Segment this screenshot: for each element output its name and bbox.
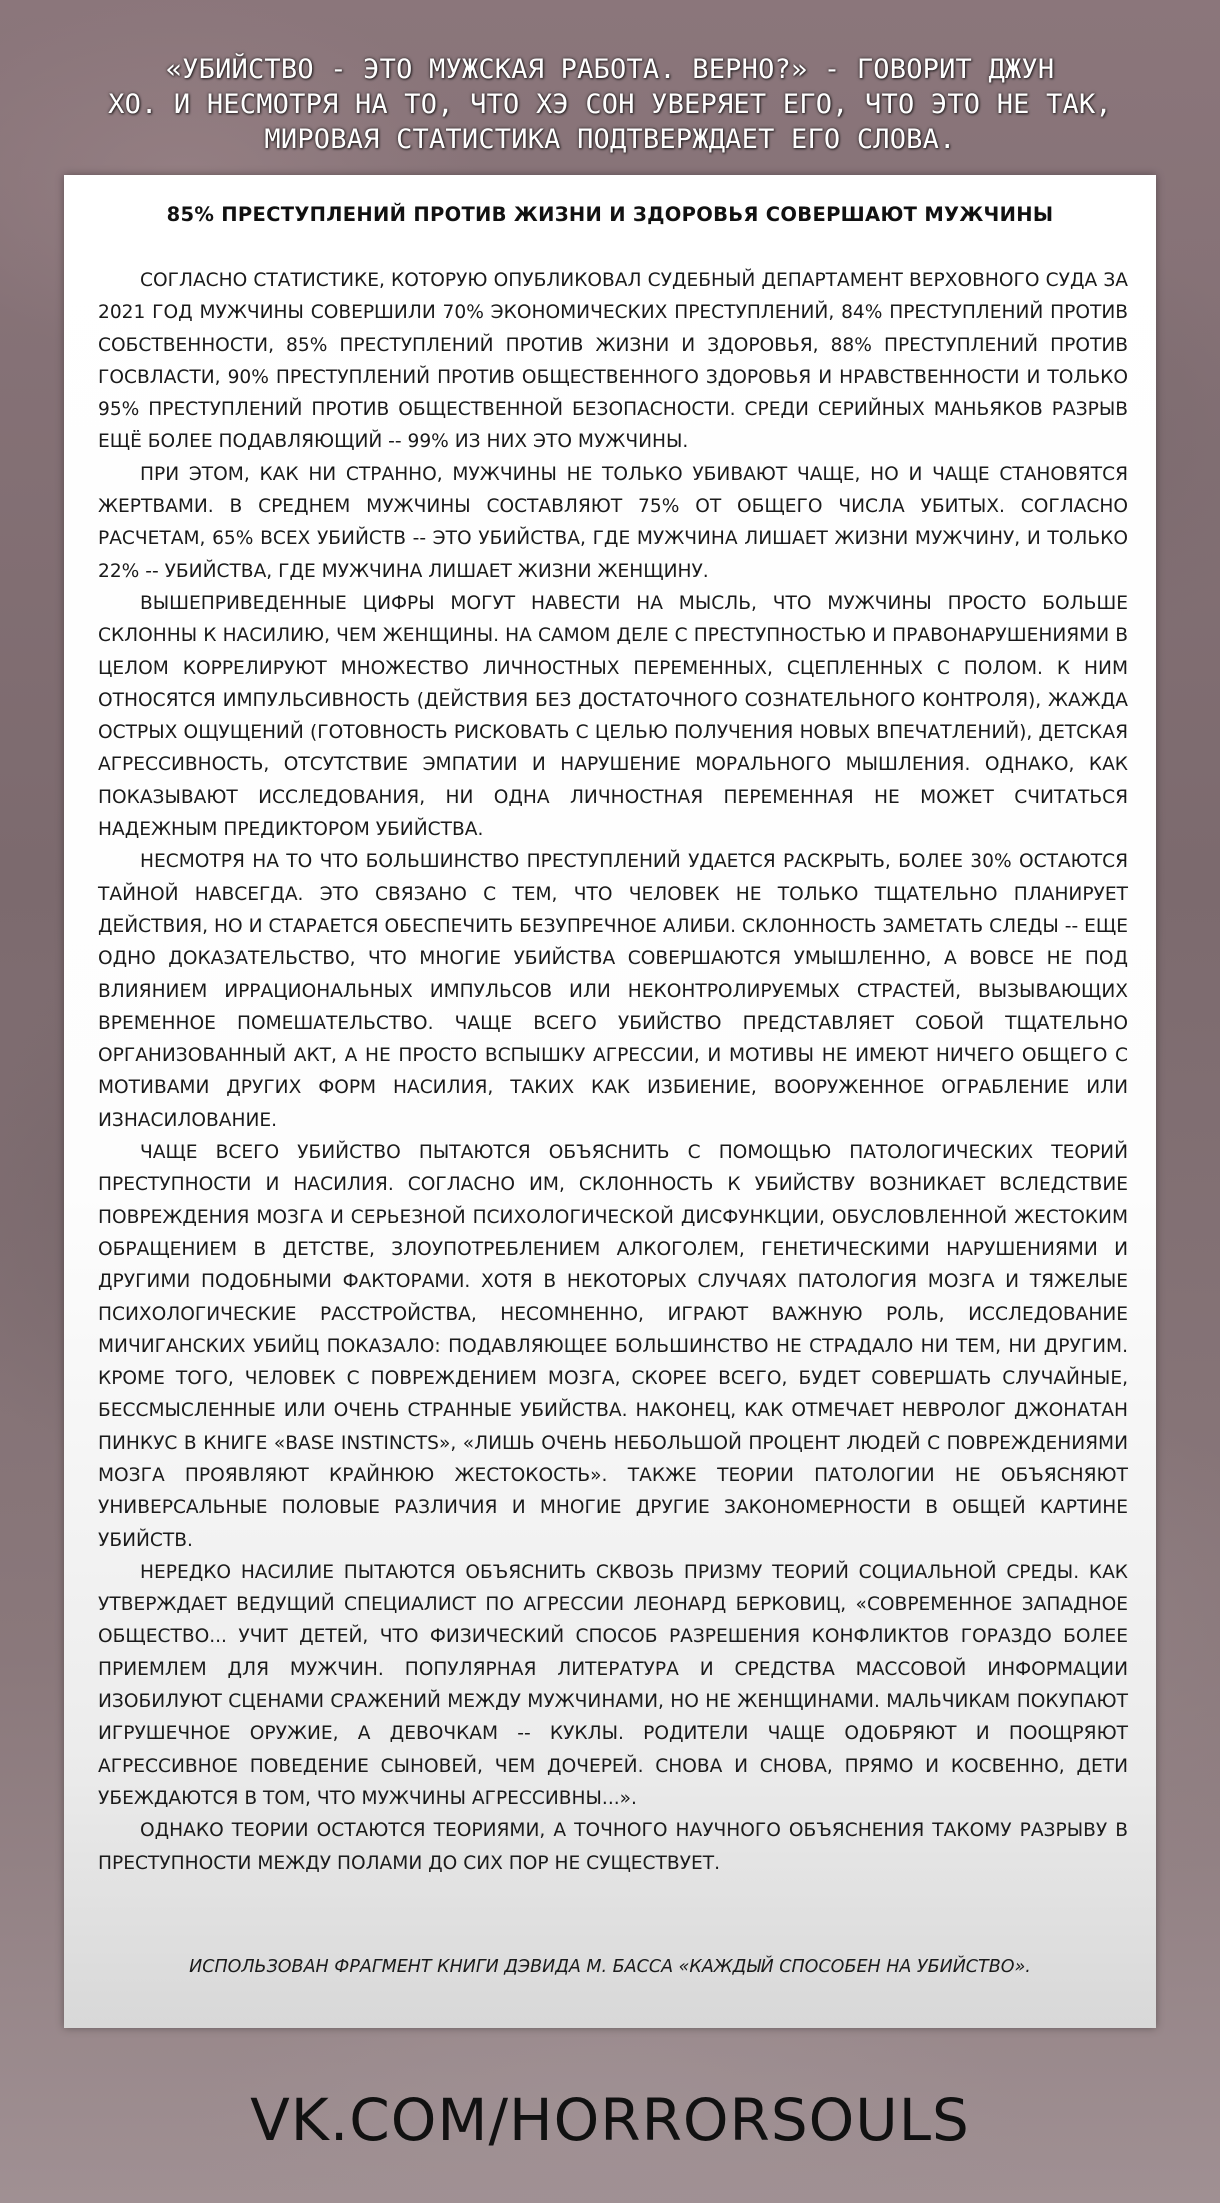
article-paragraph: ВЫШЕПРИВЕДЕННЫЕ ЦИФРЫ МОГУТ НАВЕСТИ НА МЫСЛЬ, ЧТО МУЖЧИНЫ ПРОСТО БОЛЬШЕ СКЛОННЫ К НАСИЛИЮ, ЧЕМ ЖЕНЩИНЫ. НА САМОМ ДЕЛЕ С ПРЕСТУПНОСТЬЮ И ПРАВОНАРУШЕНИЯМИ В ЦЕЛОМ КОРРЕЛИРУЮТ МНОЖЕСТВО ЛИЧНОСТНЫХ ПЕРЕМЕННЫХ, СЦЕПЛЕННЫХ С ПОЛОМ. К НИМ ОТНОСЯТСЯ ИМПУЛЬСИВНОСТЬ (ДЕЙСТВИЯ БЕЗ ДОСТАТОЧНОГО СОЗНАТЕЛЬНОГО КОНТРОЛЯ), ЖАЖДА ОСТРЫХ ОЩУЩЕНИЙ (ГОТОВНОСТЬ РИСКОВАТЬ С ЦЕЛЬЮ ПОЛУЧЕНИЯ НОВЫХ ВПЕЧАТЛЕНИЙ), ДЕТСКАЯ АГРЕССИВНОСТЬ, ОТСУТСТВИЕ ЭМПАТИИ И НАРУШЕНИЕ МОРАЛЬНОГО МЫШЛЕНИЯ. ОДНАКО, КАК ПОКАЗЫВАЮТ ИССЛЕДОВАНИЯ, НИ ОДНА ЛИЧНОСТНАЯ ПЕРЕМЕННАЯ НЕ МОЖЕТ СЧИТАТЬСЯ НАДЕЖНЫМ ПРЕДИКТОРОМ УБИЙСТВА. (98, 592, 1128, 841)
article-paragraph: ОДНАКО ТЕОРИИ ОСТАЮТСЯ ТЕОРИЯМИ, А ТОЧНОГО НАУЧНОГО ОБЪЯСНЕНИЯ ТАКОМУ РАЗРЫВУ В ПРЕСТУПНОСТИ МЕЖДУ ПОЛАМИ ДО СИХ ПОР НЕ СУЩЕСТВУЕТ. (98, 1820, 1128, 1874)
intro-line: МИРОВАЯ СТАТИСТИКА ПОДТВЕРЖДАЕТ ЕГО СЛОВА. (264, 124, 956, 155)
intro-line: «УБИЙСТВО - ЭТО МУЖСКАЯ РАБОТА. ВЕРНО?» - ГОВОРИТ ДЖУН (165, 54, 1055, 85)
source-citation: ИСПОЛЬЗОВАН ФРАГМЕНТ КНИГИ ДЭВИДА М. БАССА «КАЖДЫЙ СПОСОБЕН НА УБИЙСТВО». (189, 1957, 1031, 1977)
article-panel (64, 175, 1156, 2028)
article-paragraph: ЧАЩЕ ВСЕГО УБИЙСТВО ПЫТАЮТСЯ ОБЪЯСНИТЬ С ПОМОЩЬЮ ПАТОЛОГИЧЕСКИХ ТЕОРИЙ ПРЕСТУПНОСТИ И НАСИЛИЯ. СОГЛАСНО ИМ, СКЛОННОСТЬ К УБИЙСТВУ ВОЗНИКАЕТ ВСЛЕДСТВИЕ ПОВРЕЖДЕНИЯ МОЗГА И СЕРЬЕЗНОЙ ПСИХОЛОГИЧЕСКОЙ ДИСФУНКЦИИ, ОБУСЛОВЛЕННОЙ ЖЕСТОКИМ ОБРАЩЕНИЕМ В ДЕТСТВЕ, ЗЛОУПОТРЕБЛЕНИЕМ АЛКОГОЛЕМ, ГЕНЕТИЧЕСКИМИ НАРУШЕНИЯМИ И ДРУГИМИ ПОДОБНЫМИ ФАКТОРАМИ. ХОТЯ В НЕКОТОРЫХ СЛУЧАЯХ ПАТОЛОГИЯ МОЗГА И ТЯЖЕЛЫЕ ПСИХОЛОГИЧЕСКИЕ РАССТРОЙСТВА, НЕСОМНЕННО, ИГРАЮТ ВАЖНУЮ РОЛЬ, ИССЛЕДОВАНИЕ МИЧИГАНСКИХ УБИЙЦ ПОКАЗАЛО: ПОДАВЛЯЮЩЕЕ БОЛЬШИНСТВО НЕ СТРАДАЛО НИ ТЕМ, НИ ДРУГИМ. КРОМЕ ТОГО, ЧЕЛОВЕК С ПОВРЕЖДЕНИЕМ МОЗГА, СКОРЕЕ ВСЕГО, БУДЕТ СОВЕРШАТЬ СЛУЧАЙНЫЕ, БЕССМЫСЛЕННЫЕ ИЛИ ОЧЕНЬ СТРАННЫЕ УБИЙСТВА. НАКОНЕЦ, КАК ОТМЕЧАЕТ НЕВРОЛОГ ДЖОНАТАН ПИНКУС В КНИГЕ «BASE INSTINCTS», «ЛИШЬ ОЧЕНЬ НЕБОЛЬШОЙ ПРОЦЕНТ ЛЮДЕЙ С ПОВРЕЖДЕНИЯМИ МОЗГА ПРОЯВЛЯЮТ КРАЙНЮЮ ЖЕСТОКОСТЬ». ТАКЖЕ ТЕОРИИ ПАТОЛОГИИ НЕ ОБЪЯСНЯЮТ УНИВЕРСАЛЬНЫЕ ПОЛОВЫЕ РАЗЛИЧИЯ И МНОГИЕ ДРУГИЕ ЗАКОНОМЕРНОСТИ В ОБЩЕЙ КАРТИНЕ УБИЙСТВ. (98, 1142, 1128, 1551)
article-title: 85% ПРЕСТУПЛЕНИЙ ПРОТИВ ЖИЗНИ И ЗДОРОВЬЯ СОВЕРШАЮТ МУЖЧИНЫ (166, 203, 1054, 226)
vk-community-link[interactable]: VK.COM/HORRORSOULS (250, 2086, 970, 2154)
article-paragraph: НЕРЕДКО НАСИЛИЕ ПЫТАЮТСЯ ОБЪЯСНИТЬ СКВОЗЬ ПРИЗМУ ТЕОРИЙ СОЦИАЛЬНОЙ СРЕДЫ. КАК УТВЕРЖДАЕТ ВЕДУЩИЙ СПЕЦИАЛИСТ ПО АГРЕССИИ ЛЕОНАРД БЕРКОВИЦ, «СОВРЕМЕННОЕ ЗАПАДНОЕ ОБЩЕСТВО... УЧИТ ДЕТЕЙ, ЧТО ФИЗИЧЕСКИЙ СПОСОБ РАЗРЕШЕНИЯ КОНФЛИКТОВ ГОРАЗДО БОЛЕЕ ПРИЕМЛЕМ ДЛЯ МУЖЧИН. ПОПУЛЯРНАЯ ЛИТЕРАТУРА И СРЕДСТВА МАССОВОЙ ИНФОРМАЦИИ ИЗОБИЛУЮТ СЦЕНАМИ СРАЖЕНИЙ МЕЖДУ МУЖЧИНАМИ, НО НЕ ЖЕНЩИНАМИ. МАЛЬЧИКАМ ПОКУПАЮТ ИГРУШЕЧНОЕ ОРУЖИЕ, А ДЕВОЧКАМ -- КУКЛЫ. РОДИТЕЛИ ЧАЩЕ ОДОБРЯЮТ И ПООЩРЯЮТ АГРЕССИВНОЕ ПОВЕДЕНИЕ СЫНОВЕЙ, ЧЕМ ДОЧЕРЕЙ. СНОВА И СНОВА, ПРЯМО И КОСВЕННО, ДЕТИ УБЕЖДАЮТСЯ В ТОМ, ЧТО МУЖЧИНЫ АГРЕССИВНЫ...». (98, 1561, 1128, 1809)
intro-line: ХО. И НЕСМОТРЯ НА ТО, ЧТО ХЭ СОН УВЕРЯЕТ ЕГО, ЧТО ЭТО НЕ ТАК, (108, 89, 1112, 120)
article-body (98, 265, 1128, 1880)
article-paragraph: ПРИ ЭТОМ, КАК НИ СТРАННО, МУЖЧИНЫ НЕ ТОЛЬКО УБИВАЮТ ЧАЩЕ, НО И ЧАЩЕ СТАНОВЯТСЯ ЖЕРТВАМИ. В СРЕДНЕМ МУЖЧИНЫ СОСТАВЛЯЮТ 75% ОТ ОБЩЕГО ЧИСЛА УБИТЫХ. СОГЛАСНО РАСЧЕТАМ, 65% ВСЕХ УБИЙСТВ -- ЭТО УБИЙСТВА, ГДЕ МУЖЧИНА ЛИШАЕТ ЖИЗНИ МУЖЧИНУ, И ТОЛЬКО 22% -- УБИЙСТВА, ГДЕ МУЖЧИНА ЛИШАЕТ ЖИЗНИ ЖЕНЩИНУ. (98, 463, 1128, 582)
article-paragraph: НЕСМОТРЯ НА ТО ЧТО БОЛЬШИНСТВО ПРЕСТУПЛЕНИЙ УДАЕТСЯ РАСКРЫТЬ, БОЛЕЕ 30% ОСТАЮТСЯ ТАЙНОЙ НАВСЕГДА. ЭТО СВЯЗАНО С ТЕМ, ЧТО ЧЕЛОВЕК НЕ ТОЛЬКО ТЩАТЕЛЬНО ПЛАНИРУЕТ ДЕЙСТВИЯ, НО И СТАРАЕТСЯ ОБЕСПЕЧИТЬ БЕЗУПРЕЧНОЕ АЛИБИ. СКЛОННОСТЬ ЗАМЕТАТЬ СЛЕДЫ -- ЕЩЕ ОДНО ДОКАЗАТЕЛЬСТВО, ЧТО МНОГИЕ УБИЙСТВА СОВЕРШАЮТСЯ УМЫШЛЕННО, А ВОВСЕ НЕ ПОД ВЛИЯНИЕМ ИРРАЦИОНАЛЬНЫХ ИМПУЛЬСОВ ИЛИ НЕКОНТРОЛИРУЕМЫХ СТРАСТЕЙ, ВЫЗЫВАЮЩИХ ВРЕМЕННОЕ ПОМЕШАТЕЛЬСТВО. ЧАЩЕ ВСЕГО УБИЙСТВО ПРЕДСТАВЛЯЕТ СОБОЙ ТЩАТЕЛЬНО ОРГАНИЗОВАННЫЙ АКТ, А НЕ ПРОСТО ВСПЫШКУ АГРЕССИИ, И МОТИВЫ НЕ ИМЕЮТ НИЧЕГО ОБЩЕГО С МОТИВАМИ ДРУГИХ ФОРМ НАСИЛИЯ, ТАКИХ КАК ИЗБИЕНИЕ, ВООРУЖЕННОЕ ОГРАБЛЕНИЕ ИЛИ ИЗНАСИЛОВАНИЕ. (98, 851, 1128, 1131)
article-paragraph: СОГЛАСНО СТАТИСТИКЕ, КОТОРУЮ ОПУБЛИКОВАЛ СУДЕБНЫЙ ДЕПАРТАМЕНТ ВЕРХОВНОГО СУДА ЗА 2021 ГОД МУЖЧИНЫ СОВЕРШИЛИ 70% ЭКОНОМИЧЕСКИХ ПРЕСТУПЛЕНИЙ, 84% ПРЕСТУПЛЕНИЙ ПРОТИВ СОБСТВЕННОСТИ, 85% ПРЕСТУПЛЕНИЙ ПРОТИВ ЖИЗНИ И ЗДОРОВЬЯ, 88% ПРЕСТУПЛЕНИЙ ПРОТИВ ГОСВЛАСТИ, 90% ПРЕСТУПЛЕНИЙ ПРОТИВ ОБЩЕСТВЕННОГО ЗДОРОВЬЯ И НРАВСТВЕННОСТИ И ТОЛЬКО 95% ПРЕСТУПЛЕНИЙ ПРОТИВ ОБЩЕСТВЕННОЙ БЕЗОПАСНОСТИ. СРЕДИ СЕРИЙНЫХ МАНЬЯКОВ РАЗРЫВ ЕЩЁ БОЛЕЕ ПОДАВЛЯЮЩИЙ -- 99% ИЗ НИХ ЭТО МУЖЧИНЫ. (98, 270, 1128, 453)
intro-caption (60, 52, 1160, 157)
